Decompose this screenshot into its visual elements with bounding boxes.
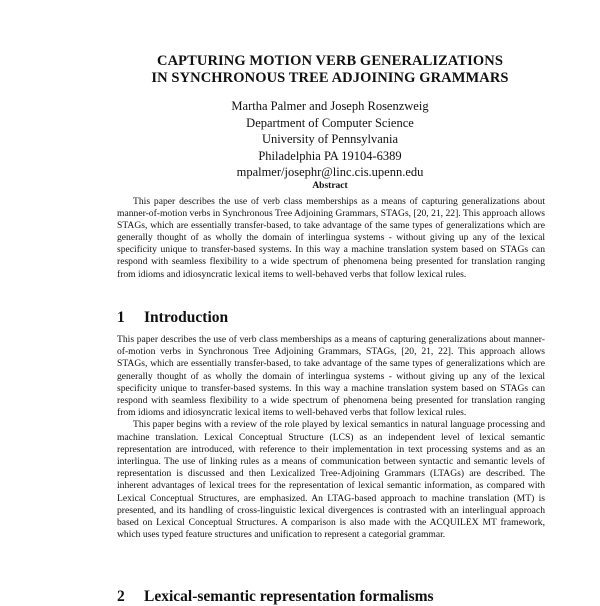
- section-1-heading: [117, 309, 228, 327]
- paper-title: [100, 53, 560, 87]
- section-2-title: Lexical-semantic representation formalisms: [144, 588, 434, 605]
- title-line-1: CAPTURING MOTION VERB GENERALIZATIONS: [157, 53, 503, 69]
- author-block: [100, 98, 560, 181]
- section-1-paragraph-2: This paper begins with a review of the role played by lexical semantics in natural language processing and machine translation. Lexical Conceptual Structure (LCS) as an independent level of lexical semantic representation are introduced, with reference to their implementation in text processing systems and as an interlingua. The use of linking rules as a means of communication between syntactic and semantic levels of representation is discussed and then Lexicalized Tree-Adjoining Grammars (LTAGs) are described. The inherent advantages of lexical trees for the representation of lexical semantic information, as compared with Lexical Conceptual Structures, are emphasized. An LTAG-based approach to machine translation (MT) is presented, and its handling of cross-linguistic lexical divergences is contrasted with an interlingual approach based on Lexical Conceptual Structures. A comparison is also made with the ACQUILEX MT framework, which uses typed feature structures and unification to represent a categorial grammar.: [117, 419, 545, 541]
- author-address: Philadelphia PA 19104-6389: [258, 148, 402, 163]
- section-2-number: 2: [117, 588, 125, 605]
- abstract-text: This paper describes the use of verb class memberships as a means of capturing generalizations about manner-of-motion verbs in Synchronous Tree Adjoining Grammars, STAGs, [20, 21, 22]. This approach allows STAGs, which are essentially transfer-based, to take advantage of the same types of generalizations which are generally thought of as wholly the domain of interlingua systems - without giving up any of the lexical specificity unique to transfer-based systems. In this way a machine translation system based on STAGs can respond with seamless flexibility to a wide spectrum of phenomena being presented for translation ranging from idioms and idiosyncratic lexical items to well-behaved verbs that follow lexical rules.: [117, 196, 545, 280]
- abstract-heading: Abstract: [312, 181, 348, 191]
- author-department: Department of Computer Science: [246, 115, 414, 130]
- section-1-number: 1: [117, 309, 125, 326]
- section-2-heading: [117, 588, 434, 606]
- section-1-paragraph-1: This paper describes the use of verb class memberships as a means of capturing generalizations about manner-of-motion verbs in Synchronous Tree Adjoining Grammars, STAGs, [20, 21, 22]. This approach allows STAGs, which are essentially transfer-based, to take advantage of the same types of generalizations which are generally thought of as wholly the domain of interlingua systems - without giving up any of the lexical specificity unique to transfer-based systems. In this way a machine translation system based on STAGs can respond with seamless flexibility to a wide spectrum of phenomena being presented for translation ranging from idioms and idiosyncratic lexical items to well-behaved verbs that follow lexical rules.: [117, 334, 545, 419]
- section-1-title: Introduction: [144, 309, 229, 326]
- author-names: Martha Palmer and Joseph Rosenzweig: [231, 99, 429, 113]
- author-university: University of Pennsylvania: [261, 132, 399, 146]
- section-1-body: [117, 334, 545, 541]
- author-email: mpalmer/josephr@linc.cis.upenn.edu: [236, 165, 424, 179]
- title-line-2: IN SYNCHRONOUS TREE ADJOINING GRAMMARS: [151, 70, 509, 86]
